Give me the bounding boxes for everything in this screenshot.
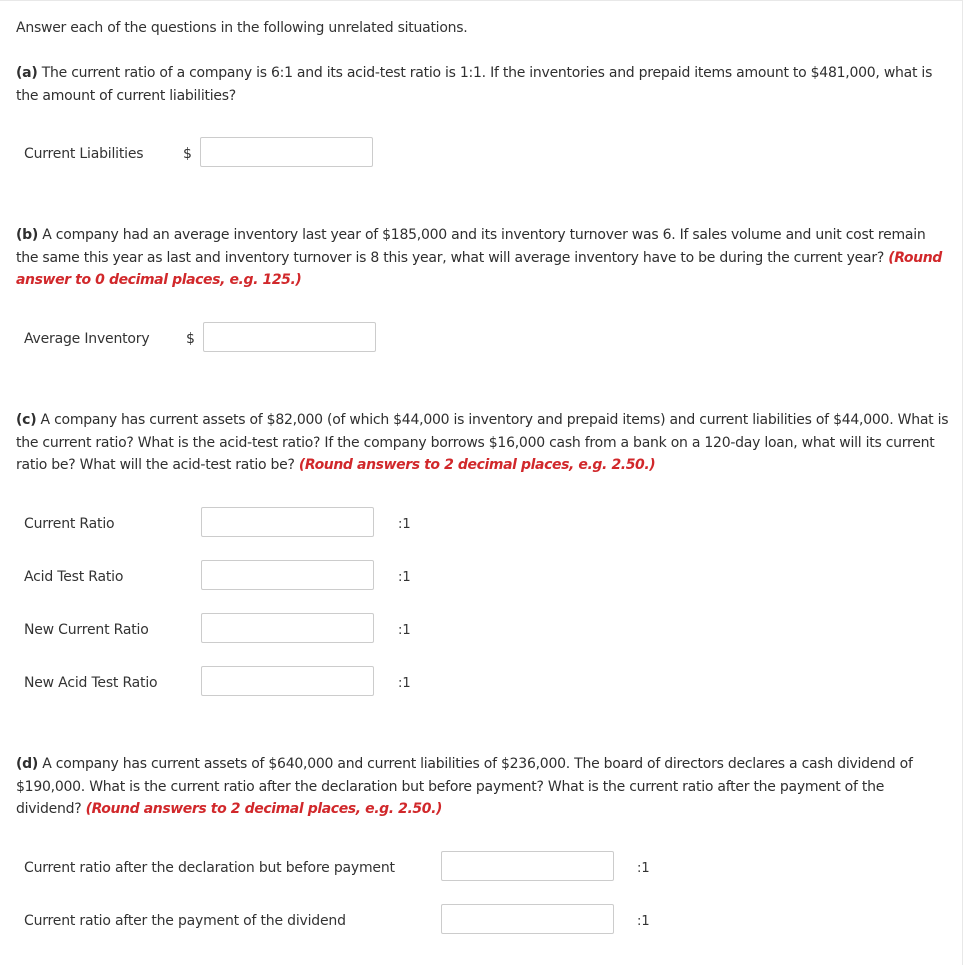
ratio-before-payment-input[interactable] (441, 851, 614, 881)
part-c-question (16, 409, 951, 477)
average-inventory-label: Average Inventory (24, 331, 150, 347)
part-c-text: A company has current assets of $82,000 (of which $44,000 is inventory and prepaid items) and current liabilities of $44,000. What is the current ratio? What is the acid-test ratio? If the company borrows $16,000 cash from a bank on a 120-day loan, what will its current ratio be? What will the acid-test ratio be? (16, 412, 949, 473)
ratio-suffix: :1 (637, 861, 650, 876)
intro-text: Answer each of the questions in the following unrelated situations. (16, 20, 468, 36)
ratio-after-payment-input[interactable] (441, 904, 614, 934)
ratio-suffix: :1 (398, 623, 411, 638)
part-a-letter: (a) (16, 65, 38, 81)
currency-symbol: $ (183, 146, 192, 162)
part-b-instruction: (Round answer to 0 decimal places, e.g. 125.) (16, 249, 942, 288)
currency-symbol: $ (186, 331, 195, 347)
part-a-text: The current ratio of a company is 6:1 and its acid-test ratio is 1:1. If the inventories and prepaid items amount to $481,000, what is the amount of current liabilities? (16, 65, 933, 104)
ratio-after-payment-label: Current ratio after the payment of the dividend (24, 913, 346, 929)
ratio-suffix: :1 (398, 570, 411, 585)
ratio-suffix: :1 (398, 517, 411, 532)
current-liabilities-label: Current Liabilities (24, 146, 144, 162)
average-inventory-input[interactable] (203, 322, 376, 352)
new-current-ratio-input[interactable] (201, 613, 374, 643)
part-a-question (16, 62, 951, 107)
part-d-instruction: (Round answers to 2 decimal places, e.g. 2.50.) (85, 801, 443, 817)
new-current-ratio-label: New Current Ratio (24, 622, 149, 638)
current-ratio-input[interactable] (201, 507, 374, 537)
current-ratio-label: Current Ratio (24, 516, 115, 532)
ratio-before-payment-label: Current ratio after the declaration but before payment (24, 860, 395, 876)
current-liabilities-input[interactable] (200, 137, 373, 167)
ratio-suffix: :1 (398, 676, 411, 691)
part-d-question (16, 753, 951, 821)
part-c-letter: (c) (16, 412, 37, 428)
part-d-letter: (d) (16, 756, 39, 772)
part-d-text: A company has current assets of $640,000 and current liabilities of $236,000. The board of directors declares a cash dividend of $190,000. What is the current ratio after the declaration but before payment? What is the current ratio after the payment of the dividend? (16, 756, 913, 817)
part-b-letter: (b) (16, 227, 39, 243)
part-b-question (16, 224, 951, 292)
ratio-suffix: :1 (637, 914, 650, 929)
acid-test-ratio-label: Acid Test Ratio (24, 569, 124, 585)
acid-test-ratio-input[interactable] (201, 560, 374, 590)
new-acid-test-ratio-input[interactable] (201, 666, 374, 696)
new-acid-test-ratio-label: New Acid Test Ratio (24, 675, 158, 691)
part-c-instruction: (Round answers to 2 decimal places, e.g. 2.50.) (298, 457, 656, 473)
part-b-text: A company had an average inventory last year of $185,000 and its inventory turnover was 6. If sales volume and unit cost remain the same this year as last and inventory turnover is 8 this year, what will average inventory have to be during the current year? (16, 227, 926, 266)
